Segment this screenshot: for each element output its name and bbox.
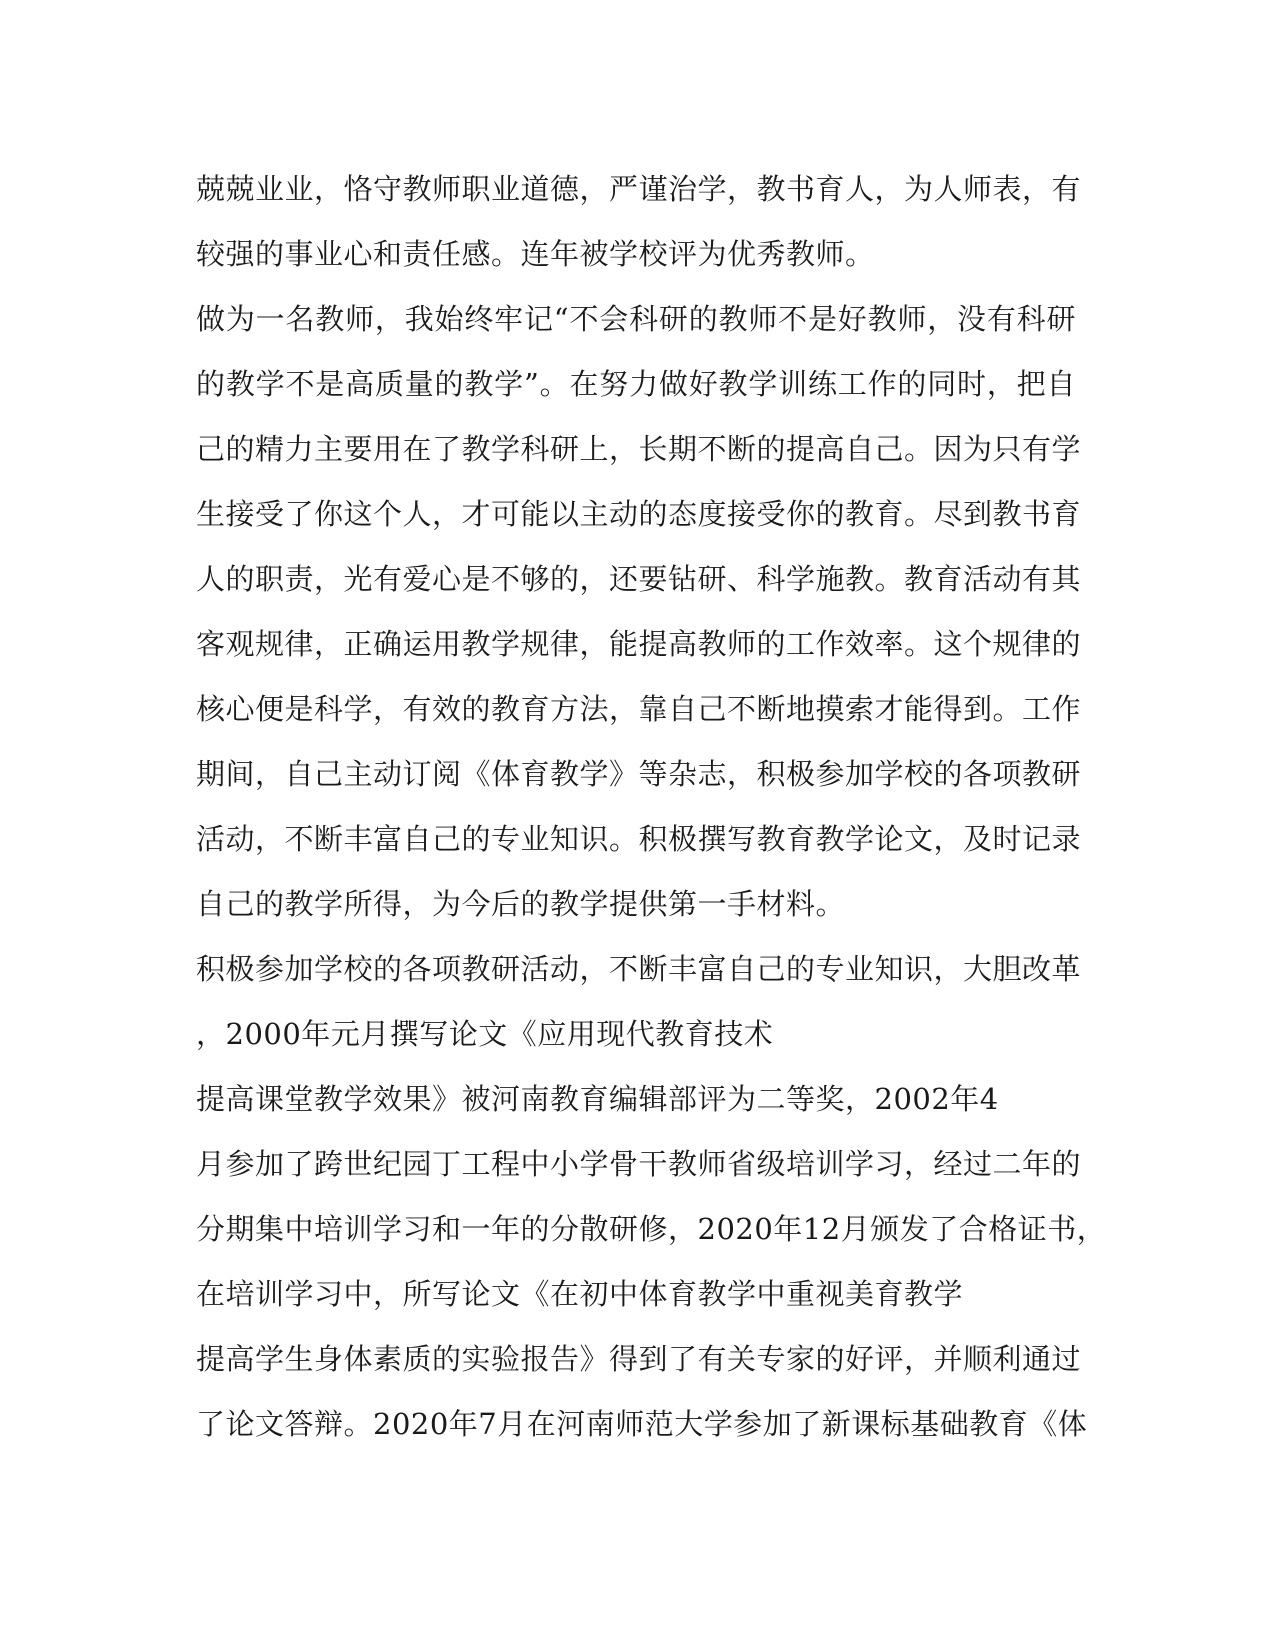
text-line: 做为一名教师，我始终牢记“不会科研的教师不是好教师，没有科研	[196, 302, 1076, 336]
text-line: 自己的教学所得，为今后的教学提供第一手材料。	[196, 887, 846, 921]
text-line: 在培训学习中，所写论文《在初中体育教学中重视美育教学	[196, 1277, 964, 1311]
text-line: 期间，自己主动订阅《体育教学》等杂志，积极参加学校的各项教研	[196, 757, 1082, 791]
text-line: 兢兢业业，恪守教师职业道德，严谨治学，教书育人，为人师表，有	[196, 172, 1082, 206]
text-line: ，2000年元月撰写论文《应用现代教育技术	[196, 1017, 774, 1051]
text-line: 积极参加学校的各项教研活动，不断丰富自己的专业知识，大胆改革	[196, 952, 1082, 986]
document-body	[196, 162, 1107, 1462]
text-line: 分期集中培训学习和一年的分散研修，2020年12月颁发了合格证书，	[196, 1212, 1107, 1246]
text-line: 的教学不是高质量的教学”。在努力做好教学训练工作的同时，把自	[196, 367, 1076, 401]
text-line: 活动，不断丰富自己的专业知识。积极撰写教育教学论文，及时记录	[196, 822, 1082, 856]
text-line: 了论文答辩。2020年7月在河南师范大学参加了新课标基础教育《体	[196, 1407, 1088, 1441]
text-line: 生接受了你这个人，才可能以主动的态度接受你的教育。尽到教书育	[196, 497, 1082, 531]
text-line: 人的职责，光有爱心是不够的，还要钻研、科学施教。教育活动有其	[196, 562, 1082, 596]
text-line: 提高学生身体素质的实验报告》得到了有关专家的好评，并顺利通过	[196, 1342, 1082, 1376]
text-line: 较强的事业心和责任感。连年被学校评为优秀教师。	[196, 237, 875, 271]
text-line: 提高课堂教学效果》被河南教育编辑部评为二等奖，2002年4	[196, 1082, 999, 1116]
text-line: 己的精力主要用在了教学科研上，长期不断的提高自己。因为只有学	[196, 432, 1082, 466]
text-line: 月参加了跨世纪园丁工程中小学骨干教师省级培训学习，经过二年的	[196, 1147, 1082, 1181]
text-line: 核心便是科学，有效的教育方法，靠自己不断地摸索才能得到。工作	[196, 692, 1082, 726]
text-line: 客观规律，正确运用教学规律，能提高教师的工作效率。这个规律的	[196, 627, 1082, 661]
